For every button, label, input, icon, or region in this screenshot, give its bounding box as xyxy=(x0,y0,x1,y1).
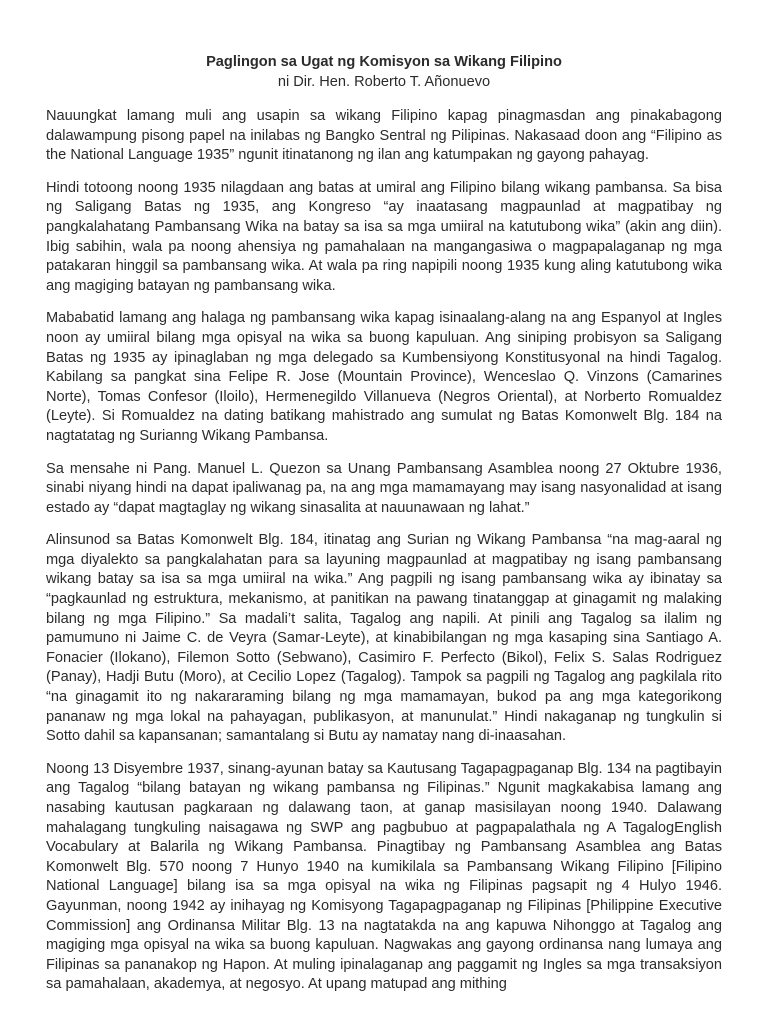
document-title: Paglingon sa Ugat ng Komisyon sa Wikang Filipino xyxy=(206,54,562,70)
paragraph-2: Hindi totoong noong 1935 nilagdaan ang batas at umiral ang Filipino bilang wikang pambansa. Sa bisa ng Saligang Batas ng 1935, ang Kongreso “ay inaatasang magpaunlad at magpatibay ng pangkalahatang Pambansang Wika na batay sa isa sa mga umiiral na katutubong wika” (akin ang diin). Ibig sabihin, wala pa noong ahensiya ng pamahalaan na mangangasiwa o magpapalaganap ng mga patakaran hinggil sa pambansang wika. At wala pa ring napipili noong 1935 kung aling katutubong wika ang magiging batayan ng pambansang wika. xyxy=(46,179,722,294)
paragraph-6: Noong 13 Disyembre 1937, sinang-ayunan batay sa Kautusang Tagapagpaganap Blg. 134 na pagtibayin ang Tagalog “bilang batayan ng wikang pambansa ng Filipinas.” Ngunit magkakabisa lamang ang nasabing kautusan pagkaraan ng dalawang taon, at ganap masisilayan noong 1940. Dalawang mahalagang tungkuling naisagawa ng SWP ang pagbubuo at pagpapalathala ng A TagalogEnglish Vocabulary at Balarila ng Wikang Pambansa. Pinagtibay ng Pambansang Asamblea ang Batas Komonwelt Blg. 570 noong 7 Hunyo 1940 na kumikilala sa Pambansang Wikang Filipino [Filipino National Language] bilang isa sa mga opisyal na wika ng Filipinas pagsapit ng 4 Hulyo 1946. Gayunman, noong 1942 ay inihayag ng Komisyong Tagapagpaganap ng Filipinas [Philippine Executive Commission] ang Ordinansa Militar Blg. 13 na nagtatakda na ang kapuwa Nihonggo at Tagalog ang magiging mga opisyal na wika sa buong kapuluan. Nagwakas ang gayong ordinansa nang lumaya ang Filipinas sa pananakop ng Hapon. At muling ipinalaganap ang paggamit ng Ingles sa mga transaksiyon sa pamahalaan, akademya, at negosyo. At upang matupad ang mithing xyxy=(46,760,722,993)
paragraph-4: Sa mensahe ni Pang. Manuel L. Quezon sa Unang Pambansang Asamblea noong 27 Oktubre 1936, sinabi niyang hindi na dapat ipaliwanag pa, na ang mga mamamayang may isang nasyonalidad at isang estado ay “dapat magtaglay ng wikang sinasalita at nauunawaan ng lahat.” xyxy=(46,460,722,516)
paragraph-1: Nauungkat lamang muli ang usapin sa wikang Filipino kapag pinagmasdan ang pinakabagong dalawampung pisong papel na inilabas ng Bangko Sentral ng Pilipinas. Nakasaad doon ang “Filipino as the National Language 1935” ngunit itinatanong ng ilan ang katumpakan ng gayong pahayag. xyxy=(46,108,722,164)
document-author: ni Dir. Hen. Roberto T. Añonuevo xyxy=(277,74,491,90)
paragraph-5: Alinsunod sa Batas Komonwelt Blg. 184, itinatag ang Surian ng Wikang Pambansa “na mag-aaral ng mga diyalekto sa pangkalahatan para sa layuning magpaunlad at magpatibay ng isang pambansang wikang batay sa isa sa mga umiiral na wika.” Ang pagpili ng isang pambansang wika ay ibinatay sa “pagkaunlad ng estruktura, mekanismo, at panitikan na pawang tinatanggap at ginagamit ng malaking bilang ng mga Filipino.” Sa madali’t salita, Tagalog ang napili. At pinili ang Tagalog sa ilalim ng pamumuno ni Jaime C. de Veyra (Samar-Leyte), at kinabibilangan ng mga kasaping sina Santiago A. Fonacier (Ilokano), Filemon Sotto (Sebwano), Casimiro F. Perfecto (Bikol), Felix S. Salas Rodriguez (Panay), Hadji Butu (Moro), at Cecilio Lopez (Tagalog). Tampok sa pagpili ng Tagalog ang pagkilala rito “na ginagamit ito ng nakararaming bilang ng mga mamamayan, bukod pa ang mga kategorikong pananaw ng mga lokal na pahayagan, publikasyon, at manunulat.” Hindi nakaganap ng tungkulin si Sotto dahil sa kapansanan; samantalang si Butu ay namatay nang di-inaasahan. xyxy=(46,532,722,745)
document-page xyxy=(46,52,722,1008)
paragraph-3: Mababatid lamang ang halaga ng pambansang wika kapag isinaalang-alang na ang Espanyol at Ingles noon ay umiiral bilang mga opisyal na wika sa buong kapuluan. Ang siniping probisyon sa Saligang Batas ng 1935 ay ipinaglaban ng mga delegado sa Kumbensiyong Konstitusyonal na hindi Tagalog. Kabilang sa pangkat sina Felipe R. Jose (Mountain Province), Wenceslao Q. Vinzons (Camarines Norte), Tomas Confesor (Iloilo), Hermenegildo Villanueva (Negros Oriental), at Norberto Romualdez (Leyte). Si Romualdez na dating batikang mahistrado ang sumulat ng Batas Komonwelt Blg. 184 na nagtatatag ng Surianng Wikang Pambansa. xyxy=(46,310,722,444)
